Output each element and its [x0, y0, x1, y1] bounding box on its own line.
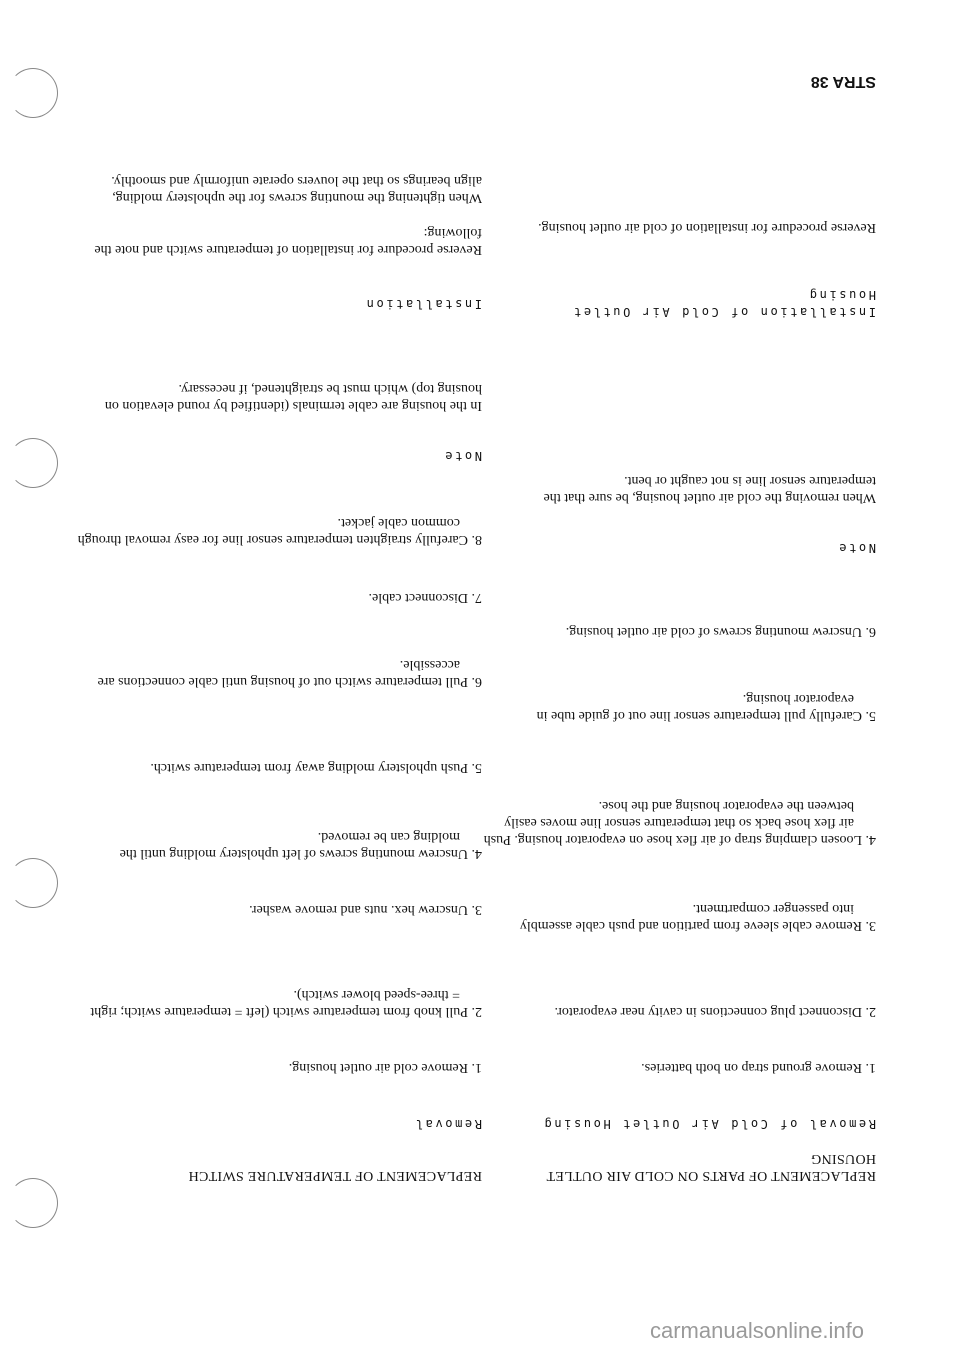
right-note-text: In the housing are cable terminals (identified by round elevation on housing top) which must be straightened, if necessary. — [104, 381, 482, 413]
right-step-6: 6. Pull temperature switch out of housing until cable connections are accessible. — [97, 657, 482, 689]
right-step-8: 8. Carefully straighten temperature sensor line for easy removal through common cable jacket. — [77, 515, 482, 547]
left-note-label: Note — [836, 541, 876, 555]
right-note-label: Note — [442, 449, 482, 463]
watermark[interactable]: carmanualsonline.info — [650, 1318, 865, 1343]
punch-hole — [8, 1178, 58, 1228]
left-step-3: 3. Remove cable sleeve from partition and push cable assembly into passenger compartment. — [519, 901, 876, 933]
right-step-3: 3. Unscrew hex. nuts and remove washer. — [249, 902, 482, 917]
right-step-7: 7. Disconnect cable. — [368, 590, 482, 605]
right-install-title: Installation — [364, 297, 482, 311]
punch-hole — [8, 68, 58, 118]
right-title: REPLACEMENT OF TEMPERATURE SWITCH — [188, 1168, 482, 1183]
left-step-1: 1. Remove ground strap on both batteries. — [641, 1060, 876, 1075]
punch-hole — [8, 438, 58, 488]
right-install-text-2: When tightening the mounting screws for the upholstery molding, align bearings so that the louvers operate uniformly and smoothly. — [111, 173, 482, 205]
left-step-2: 2. Disconnect plug connections in cavity near evaporator. — [554, 1004, 876, 1019]
right-step-4: 4. Unscrew mounting screws of left upholstery molding until the molding can be removed. — [119, 829, 482, 861]
right-step-5: 5. Push upholstery molding away from temperature switch. — [150, 760, 482, 775]
left-install-text: Reverse procedure for installation of cold air outlet housing. — [538, 220, 876, 235]
page-number: STRA 38 — [810, 73, 876, 90]
right-install-text-1: Reverse procedure for installation of temperature switch and note the following: — [94, 225, 482, 257]
right-step-2: 2. Pull knob from temperature switch (left = temperature switch; right = three-speed blower switch). — [90, 987, 482, 1019]
right-section-title: Removal — [413, 1117, 482, 1131]
left-install-title: Installation of Cold Air Outlet Housing — [571, 288, 876, 319]
left-step-4: 4. Loosen clamping strap of air flex hose on evaporator housing. Push air flex hose back so that temperature sensor line moves easily between the evaporator housing and the hose. — [483, 798, 876, 847]
left-step-5: 5. Carefully pull temperature sensor line out of guide tube in evaporator housing. — [536, 691, 876, 723]
left-step-6: 6. Unscrew mounting screws of cold air outlet housing. — [565, 624, 876, 639]
left-note-text: When removing the cold air outlet housing, be sure that the temperature sensor line is not caught or bent. — [543, 473, 876, 505]
left-section-title: Removal of Cold Air Outlet Housing — [541, 1117, 876, 1131]
right-step-1: 1. Remove cold air outlet housing. — [288, 1060, 482, 1075]
left-title: REPLACEMENT OF PARTS ON COLD AIR OUTLET HOUSING — [546, 1151, 876, 1183]
